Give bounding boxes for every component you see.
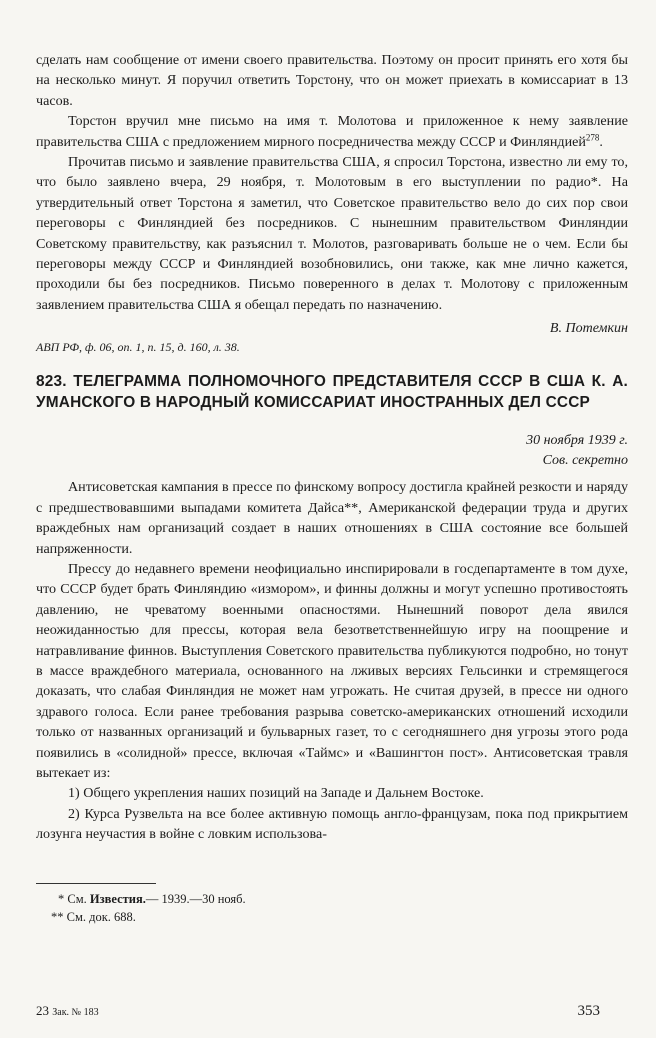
footnote-prefix: См. bbox=[67, 891, 87, 906]
document-heading bbox=[36, 372, 628, 413]
list-item: 2) Курса Рузвельта на все более активную помощь англо-французам, пока под прикрытием лозунга неучастия в войне с ловким использова- bbox=[36, 805, 628, 843]
footnote bbox=[36, 890, 628, 908]
list-item: 1) Общего укрепления наших позиций на Западе и Дальнем Востоке. bbox=[68, 785, 484, 802]
footnote-mark: * bbox=[58, 891, 65, 906]
footnote-divider bbox=[36, 883, 156, 884]
body-paragraph: Торстон вручил мне письмо на имя т. Молотова и приложенное к нему заявление правительства США с предложением мирного посредничества между СССР и Финляндией$^{278}$. bbox=[36, 113, 628, 150]
paragraph-text: Торстон вручил мне письмо на имя т. Молотова и приложенное к нему заявление правительства США с предложением мирного посредничества между СССР и Финляндией bbox=[36, 113, 628, 150]
continuation-paragraph: сделать нам сообщение от имени своего правительства. Поэтому он просит принять его хотя бы на несколько минут. Я поручил ответить Торстону, что он может приехать в комиссариат в 13 часов. bbox=[36, 52, 628, 109]
document-title: ТЕЛЕГРАММА ПОЛНОМОЧНОГО ПРЕДСТАВИТЕЛЯ СССР В США К. А. УМАНСКОГО В НАРОДНЫЙ КОМИССАРИАТ ИНОСТРАННЫХ ДЕЛ СССР bbox=[36, 373, 628, 411]
body-paragraph: Прочитав письмо и заявление правительства США, я спросил Торстона, известно ли ему то, что было заявлено вчера, 29 ноября, т. Молотовым в его выступлении по радио*. На утвердительный ответ Торстона я заметил, что Советское правительство вело до сих пор свои переговоры с Финляндией без посредников. С нынешним правительством Финляндии Советскому правительству, как разъяснил т. Молотов, разговаривать больше не о чем. Если бы переговоры между СССР и Финляндией возобновились, они также, как мне лично кажется, проходили бы без посредников. Письмо поверенного в делах т. Молотову с приложенным заявлением правительства США я обещал передать по назначению. bbox=[36, 154, 628, 313]
document-number: 823. bbox=[36, 373, 67, 391]
order-label: Зак. № 183 bbox=[52, 1007, 99, 1018]
footnote-mark: ** bbox=[51, 909, 64, 924]
printer-signature bbox=[36, 1003, 99, 1019]
body-paragraph: Антисоветская кампания в прессе по финскому вопросу достигла крайней резкости и наряду с предшествовавшими выпадами комитета Дайса**, Американской федерации труда и других враждебных нам организаций создает в наших отношениях в США состояние все большей напряженности. bbox=[36, 479, 628, 557]
signature-number: 23 bbox=[36, 1003, 49, 1018]
footnote-source: Известия. bbox=[89, 891, 146, 906]
footnote-prefix: См. док. 688. bbox=[66, 909, 136, 924]
archive-reference: АВП РФ, ф. 06, оп. 1, п. 15, д. 160, л. 38. bbox=[36, 340, 240, 355]
dateline bbox=[36, 431, 628, 471]
footnote-rest: — 1939.—30 нояб. bbox=[145, 891, 246, 906]
body-paragraph: Прессу до недавнего времени неофициально инспирировали в госдепартаменте в том духе, что СССР будет брать Финляндию «измором», и финны должны и могут успешно противостоять давлению, не чреватому военными опасностями. Нынешний поворот дела явился неожиданностью для прессы, которая вела безответственнейшую игру на поощрение и натравливание финнов. Выступления Советского правительства публикуются подробно, но тонут в массе враждебного материала, основанного на лживых версиях Гельсинки и стремящегося доказать, что слабая Финляндия не может нам угрожать. Не считая друзей, в прессе ни одного здравого голоса. Если ранее требования разрыва советско-американских отношений исходили только от названных организаций и бульварных газет, то с сегодняшнего дня угрозы этого рода появились в «солидной» прессе, включая «Таймс» и «Вашингтон пост». Антисоветская травля вытекает из: bbox=[36, 560, 628, 781]
classification: Сов. секретно bbox=[542, 453, 628, 469]
footnote bbox=[36, 908, 628, 926]
page-number: 353 bbox=[577, 1003, 600, 1019]
signature: В. Потемкин bbox=[549, 321, 628, 337]
page-footer bbox=[36, 1003, 600, 1020]
document-date: 30 ноября 1939 г. bbox=[526, 433, 628, 449]
endnote-reference: 278 bbox=[585, 131, 600, 142]
